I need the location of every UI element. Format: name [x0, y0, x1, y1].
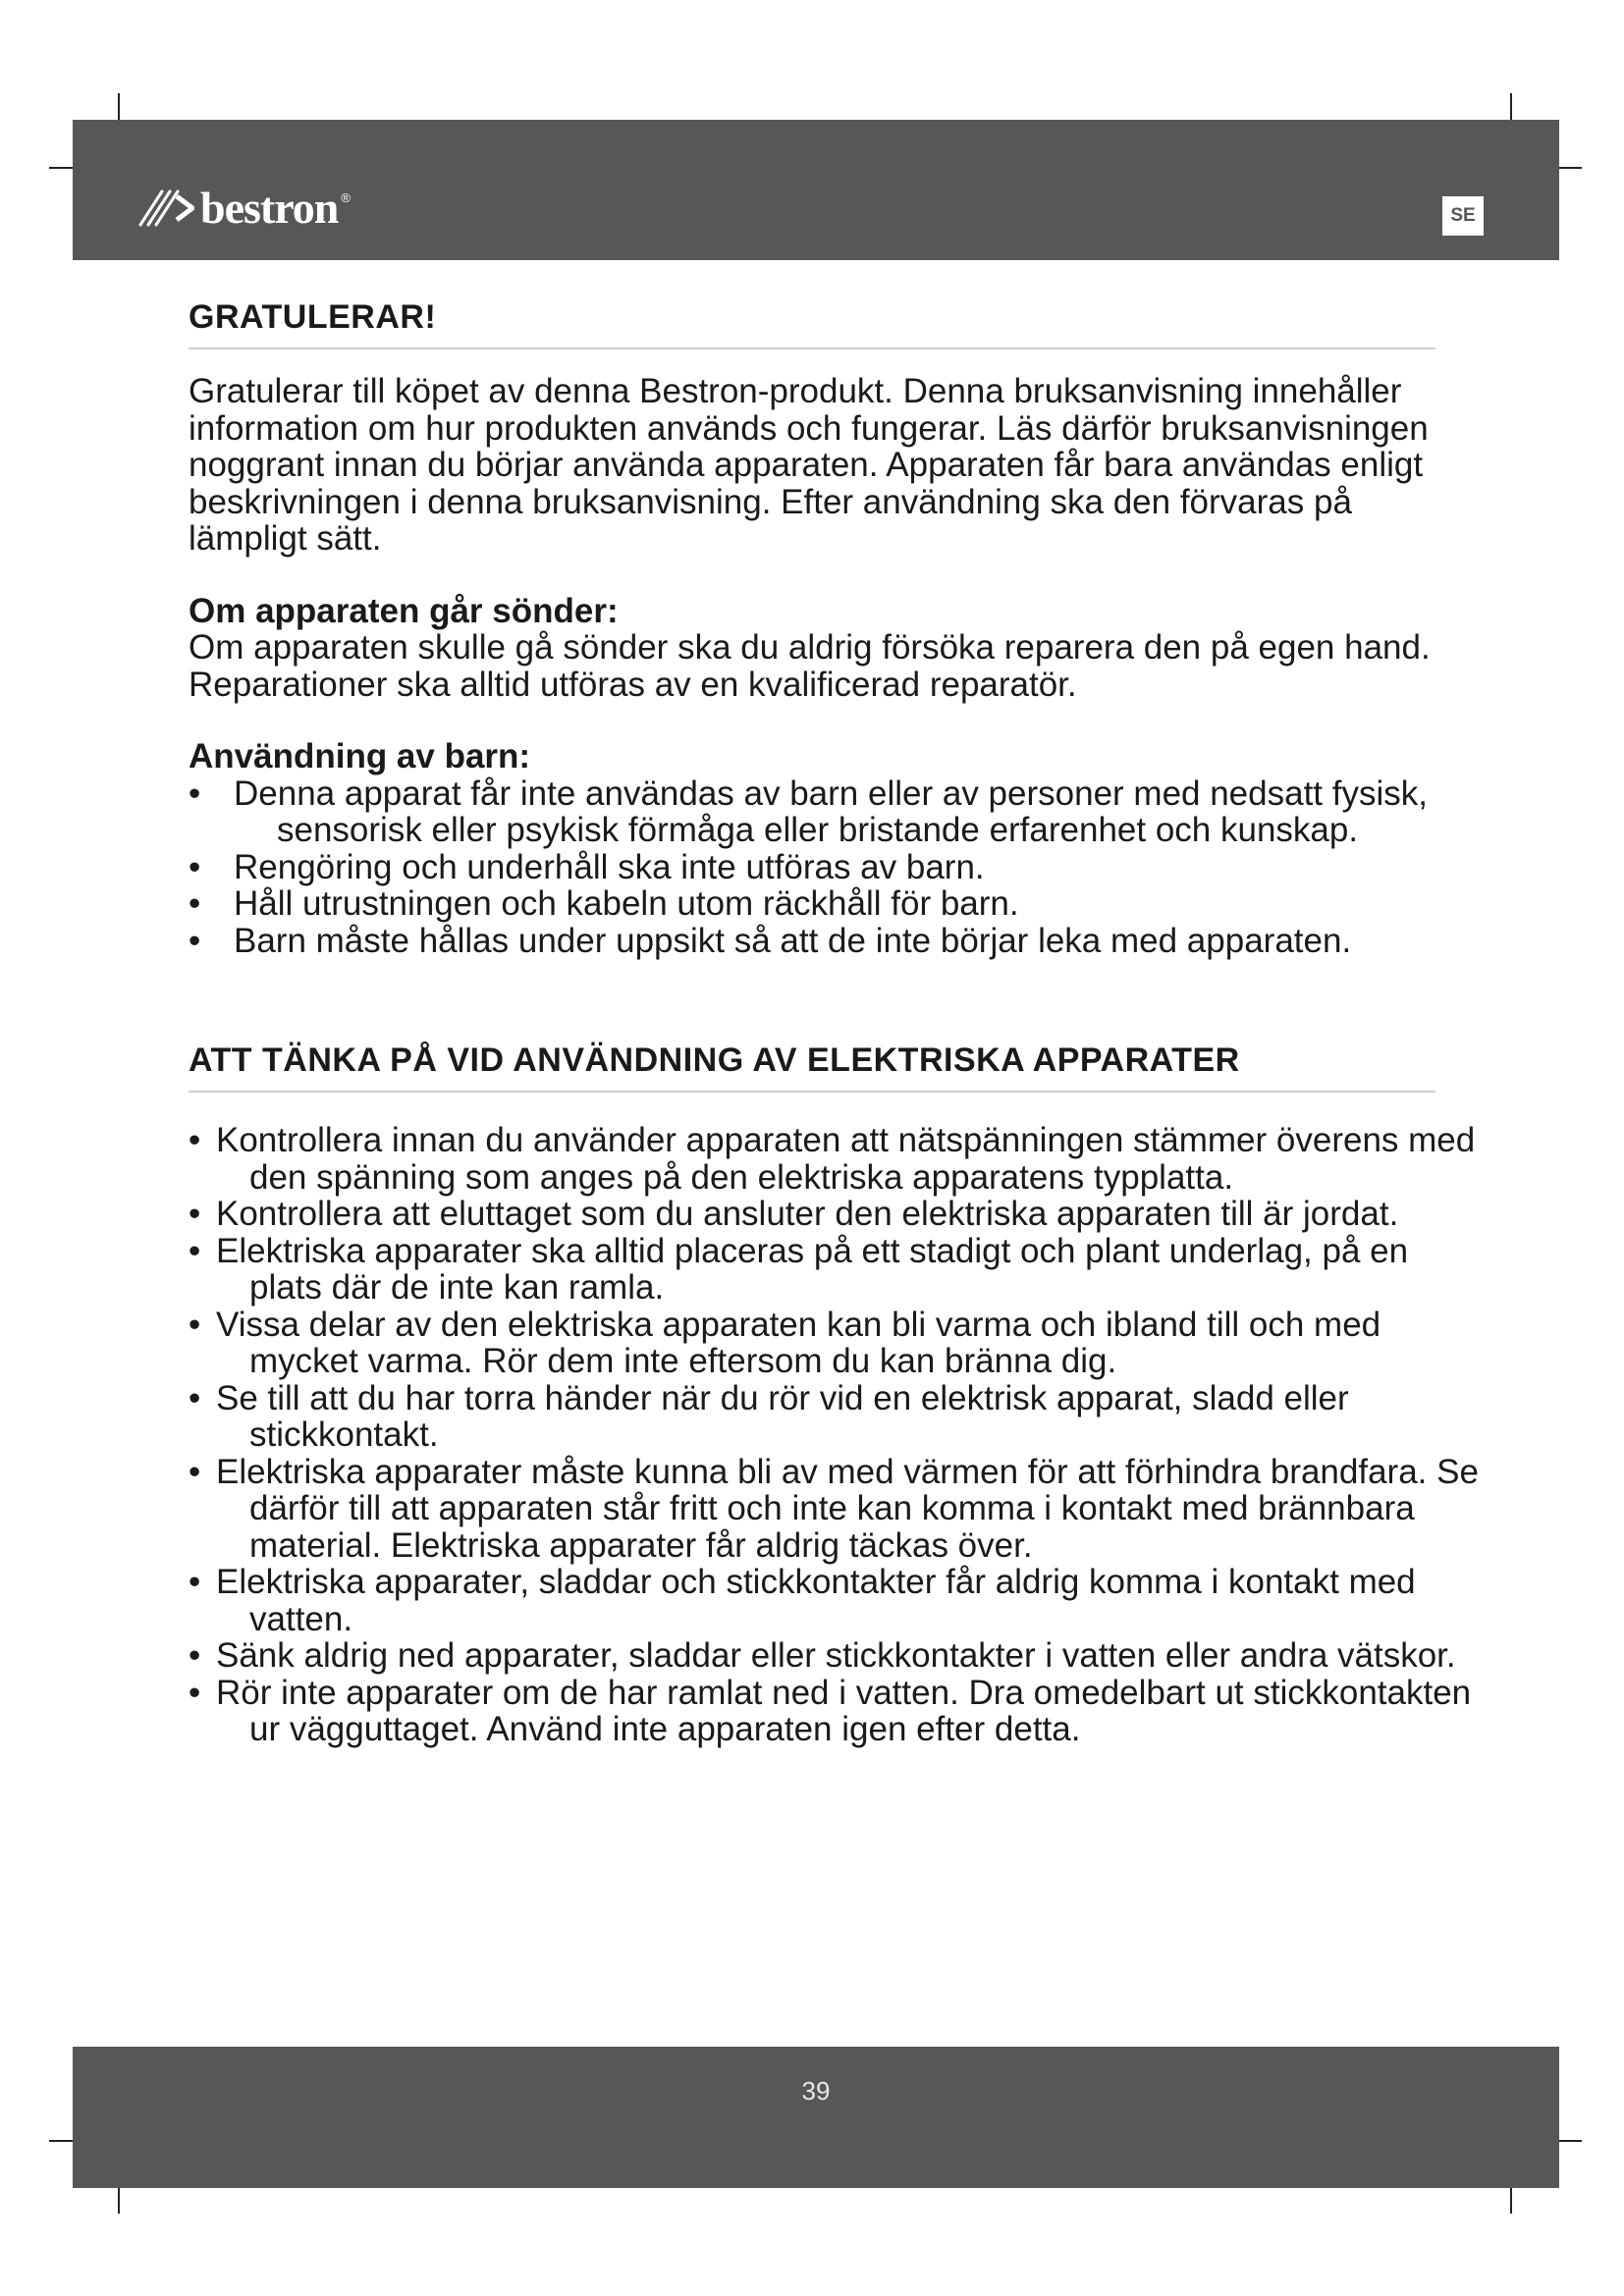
language-badge: SE	[1442, 196, 1484, 236]
list-item: • Håll utrustningen och kabeln utom räckhåll för barn.	[189, 885, 1514, 923]
list-item: • Se till att du har torra händer när du rör vid en elektrisk apparat, sladd eller stickkontakt.	[189, 1380, 1487, 1454]
page-number: 39	[801, 2076, 831, 2106]
intro-paragraph: Gratulerar till köpet av denna Bestron-produkt. Denna bruksanvisning innehåller information om hur produkten används och fungerar. Läs därför bruksanvisningen noggrant innan du börjar använda apparaten. Apparaten får bara användas enligt beskrivningen i denna bruksanvisning. Efter användning ska den förvaras på lämpligt sätt.	[189, 372, 1429, 558]
broken-heading: Om apparaten går sönder:	[189, 591, 619, 630]
bestron-logo	[137, 183, 351, 233]
broken-text: Om apparaten skulle gå sönder ska du aldrig försöka reparera den på egen hand. Reparationer ska alltid utföras av en kvalificerad reparatör.	[189, 628, 1431, 704]
children-heading: Användning av barn:	[189, 737, 531, 775]
registered-mark: ®	[341, 190, 351, 205]
list-item: • Elektriska apparater måste kunna bli av med värmen för att förhindra brandfara. Se därför till att apparaten står fritt och inte kan komma i kontakt med brännbara material. Elektriska apparater får aldrig täckas över.	[189, 1454, 1487, 1565]
list-item: • Vissa delar av den elektriska apparaten kan bli varma och ibland till och med mycket varma. Rör dem inte eftersom du kan bränna dig.	[189, 1307, 1487, 1380]
footer-band	[73, 2047, 1559, 2188]
children-list	[189, 775, 1465, 960]
brand-name: bestron	[200, 183, 339, 233]
list-item: • Kontrollera innan du använder apparaten att nätspänningen stämmer överens med den spänning som anges på den elektriska apparatens typplatta.	[189, 1122, 1487, 1196]
electrical-list	[189, 1121, 1479, 1748]
section-title-congratulations: GRATULERAR!	[189, 294, 1435, 349]
bestron-chevrons-icon	[137, 188, 194, 228]
list-item: • Rengöring och underhåll ska inte utföras av barn.	[189, 849, 1514, 886]
list-item: • Elektriska apparater ska alltid placeras på ett stadigt och plant underlag, på en plats där de inte kan ramla.	[189, 1233, 1487, 1307]
header-band	[73, 120, 1559, 260]
list-item: • Rör inte apparater om de har ramlat ned i vatten. Dra omedelbart ut stickkontakten ur vägguttaget. Använd inte apparaten igen efter detta.	[189, 1675, 1487, 1748]
page-content	[189, 294, 1479, 1748]
list-item: • Sänk aldrig ned apparater, sladdar eller stickkontakter i vatten eller andra vätskor.	[189, 1637, 1487, 1675]
list-item: • Barn måste hållas under uppsikt så att de inte börjar leka med apparaten.	[189, 923, 1514, 960]
list-item: • Denna apparat får inte användas av barn eller av personer med nedsatt fysisk, sensorisk eller psykisk förmåga eller bristande erfarenhet och kunskap.	[189, 775, 1514, 849]
list-item: • Elektriska apparater, sladdar och stickkontakter får aldrig komma i kontakt med vatten.	[189, 1564, 1487, 1637]
list-item: • Kontrollera att eluttaget som du ansluter den elektriska apparaten till är jordat.	[189, 1196, 1487, 1233]
section-title-electrical: ATT TÄNKA PÅ VID ANVÄNDNING AV ELEKTRISKA APPARATER	[189, 1038, 1435, 1093]
